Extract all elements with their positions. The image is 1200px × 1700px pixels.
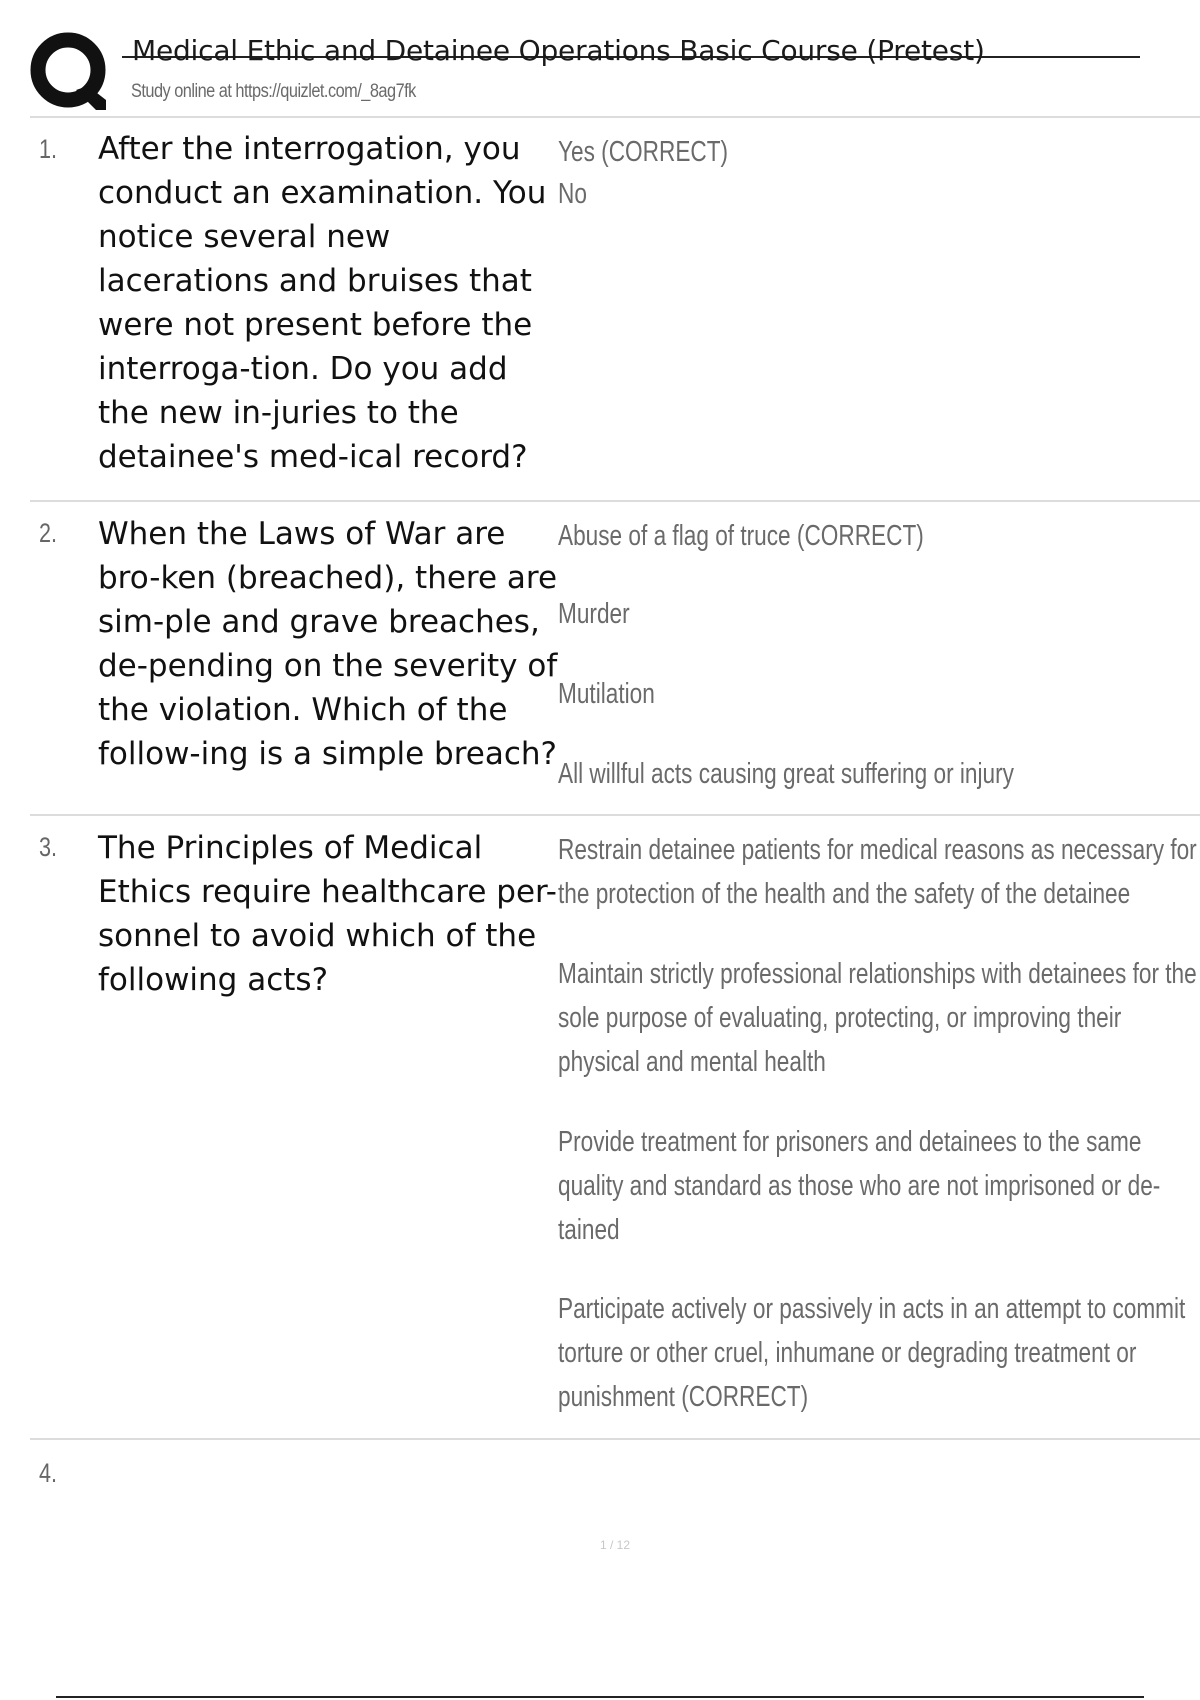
divider: [30, 814, 1200, 816]
divider: [30, 1438, 1200, 1440]
question-number: 4.: [39, 1458, 58, 1488]
answer-option: Yes (CORRECT): [558, 136, 729, 168]
question-number: 1.: [39, 134, 58, 164]
bottom-divider: [56, 1696, 1144, 1698]
question-number: 2.: [39, 518, 58, 548]
page-header: [0, 0, 1200, 118]
answer-option: Abuse of a flag of truce (CORRECT): [558, 520, 924, 552]
question-text: When the Laws of War are bro-ken (breached), there are sim-ple and grave breaches, de-pending on the severity of the violation. Which of the follow-ing is a simple breach?: [98, 516, 558, 772]
answer-option: Mutilation: [558, 678, 655, 710]
question-number: 3.: [39, 832, 58, 862]
question-text: The Principles of Medical Ethics require healthcare per-sonnel to avoid which of the following acts?: [98, 830, 557, 998]
answer-option: Murder: [558, 598, 630, 630]
study-online-link[interactable]: Study online at https://quizlet.com/_8ag7fk: [131, 81, 416, 102]
answer-option: Participate actively or passively in acts in an attempt to commit torture or other cruel, inhumane or degrading treatment or punishment (CORRECT): [558, 1293, 1186, 1413]
answer-option: All willful acts causing great suffering or injury: [558, 758, 1014, 790]
divider: [30, 116, 1200, 118]
answer-option: Restrain detainee patients for medical reasons as necessary for the protection of the health and the safety of the detainee: [558, 834, 1197, 910]
document-title: Medical Ethic and Detainee Operations Basic Course (Pretest): [132, 34, 985, 67]
page-number: 1 / 12: [600, 1538, 631, 1552]
answer-option: Provide treatment for prisoners and detainees to the same quality and standard as those who are not imprisoned or de-tained: [558, 1126, 1161, 1246]
question-text: After the interrogation, you conduct an examination. You notice several new lacerations and bruises that were not present before the interroga-tion. Do you add the new in-juries to the detainee's med-ical record?: [98, 131, 547, 475]
answer-option: No: [558, 178, 587, 210]
divider: [30, 500, 1200, 502]
answer-option: Maintain strictly professional relationships with detainees for the sole purpose of evaluating, protecting, or improving their physical and mental health: [558, 958, 1197, 1078]
quizlet-logo-icon: [30, 30, 114, 114]
